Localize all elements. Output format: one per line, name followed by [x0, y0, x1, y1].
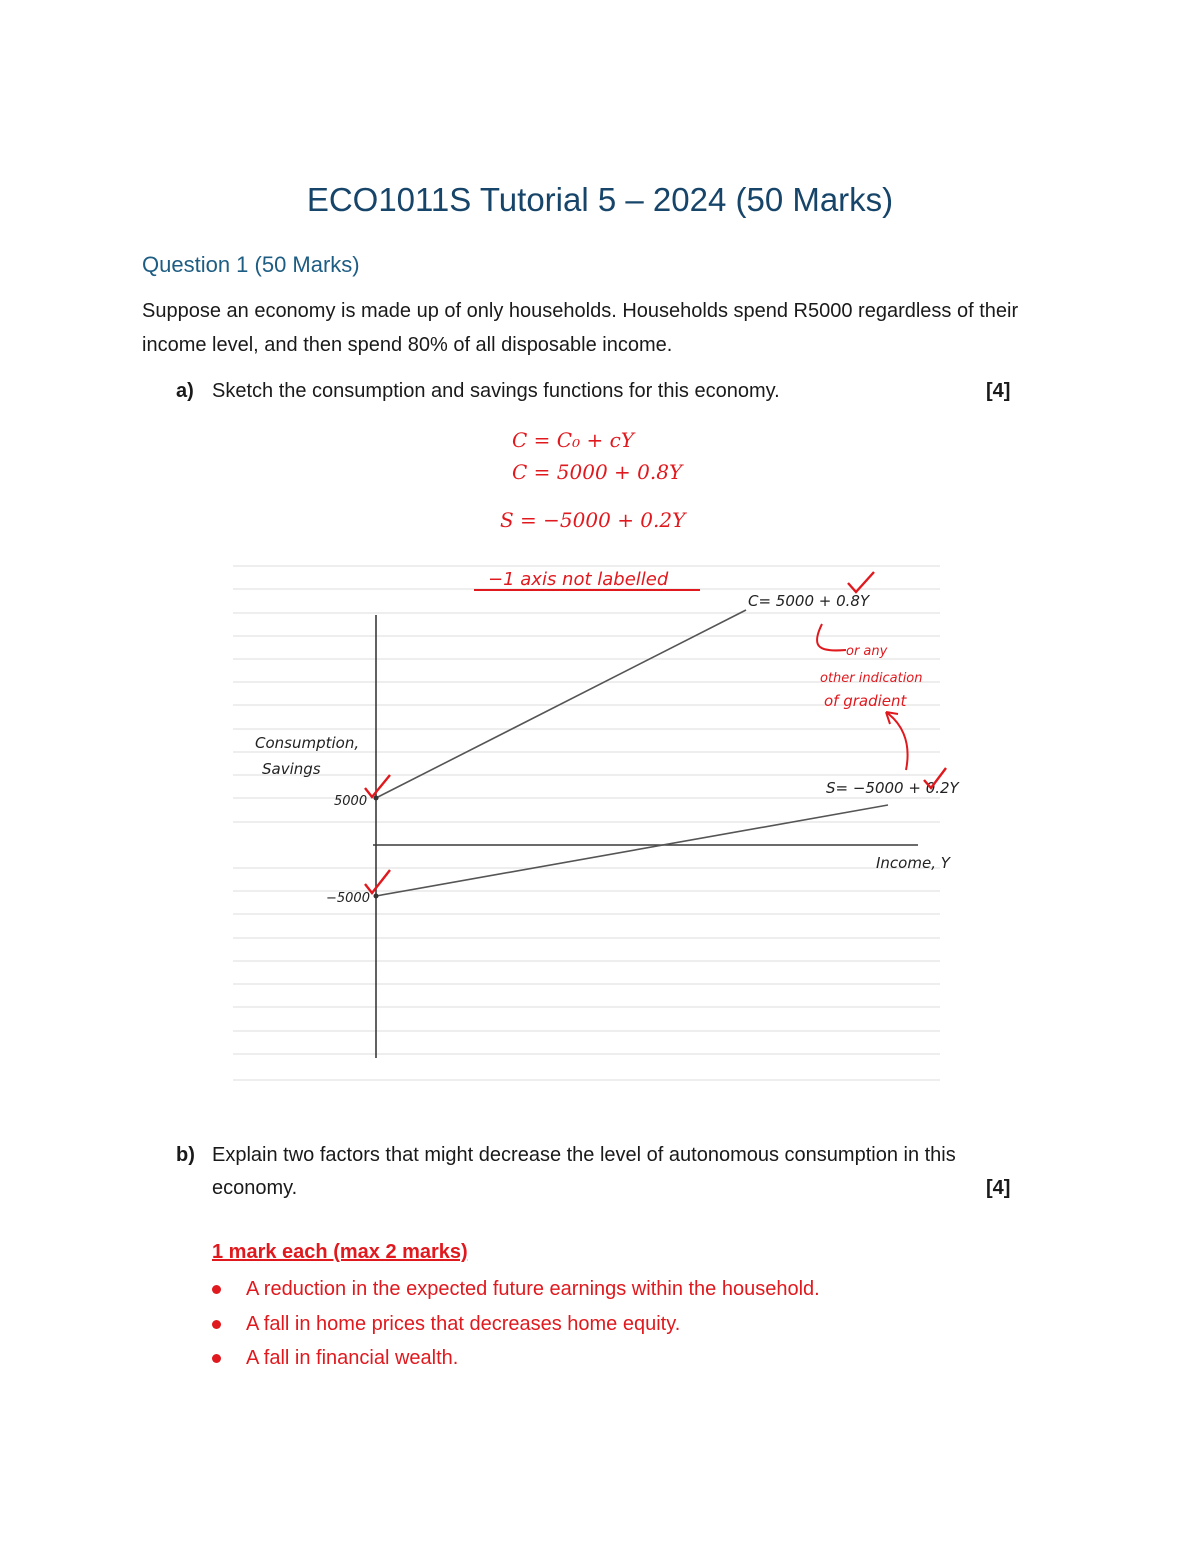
tick-label-5000: 5000 — [334, 794, 368, 809]
gradient-note-line2: other indication — [820, 671, 923, 686]
y-axis-label-line2: Savings — [262, 760, 321, 778]
part-a-letter: a) — [176, 380, 194, 402]
deduction-note: −1 axis not labelled — [488, 569, 669, 590]
part-b-text-line2: economy. — [212, 1177, 298, 1199]
consumption-function-label: C= 5000 + 0.8Y — [748, 592, 870, 610]
equation-consumption: C = 5000 + 0.8Y — [512, 460, 683, 484]
list-item: A fall in home prices that decreases home equity. — [212, 1309, 820, 1344]
check-mark-neg5000 — [365, 870, 390, 893]
savings-line — [376, 805, 888, 896]
intercept-dot-savings — [374, 894, 379, 899]
part-b-marks: [4] — [986, 1177, 1011, 1199]
page-title: ECO1011S Tutorial 5 – 2024 (50 Marks) — [306, 181, 894, 218]
y-axis-label-line1: Consumption, — [255, 734, 360, 752]
part-a-text: Sketch the consumption and savings functions for this economy. — [212, 380, 780, 402]
gradient-note-line1: or any — [846, 644, 888, 659]
x-axis-label: Income, Y — [876, 854, 950, 872]
bullet-icon — [212, 1354, 221, 1363]
pointer-arrow — [886, 712, 908, 770]
answer-bullets — [212, 1274, 820, 1378]
intercept-dot-consumption — [374, 796, 379, 801]
part-a-marks: [4] — [986, 380, 1011, 402]
question-heading: Question 1 (50 Marks) — [142, 252, 360, 277]
equation-general: C = C₀ + cY — [512, 428, 634, 452]
part-b-letter: b) — [176, 1144, 195, 1166]
gradient-note-line3: of gradient — [824, 692, 907, 710]
savings-function-label: S= −5000 + 0.2Y — [826, 779, 959, 797]
check-mark-5000 — [365, 775, 390, 797]
gradient-hook-arrow — [817, 624, 846, 650]
bullet-icon — [212, 1320, 221, 1329]
bullet-icon — [212, 1285, 221, 1294]
equation-savings: S = −5000 + 0.2Y — [500, 508, 686, 532]
part-b-text-line1: Explain two factors that might decrease the level of autonomous consumption in this — [212, 1144, 956, 1166]
list-item: A reduction in the expected future earnings within the household. — [212, 1274, 820, 1309]
consumption-line — [376, 610, 746, 798]
tick-label-neg5000: −5000 — [326, 891, 370, 906]
list-item: A fall in financial wealth. — [212, 1343, 820, 1378]
marking-rubric: 1 mark each (max 2 marks) — [212, 1241, 468, 1263]
ruled-lines — [233, 566, 940, 1080]
question-intro: Suppose an economy is made up of only households. Households spend R5000 regardless of their income level, and then spend 80% of all disposable income. — [142, 300, 1019, 356]
